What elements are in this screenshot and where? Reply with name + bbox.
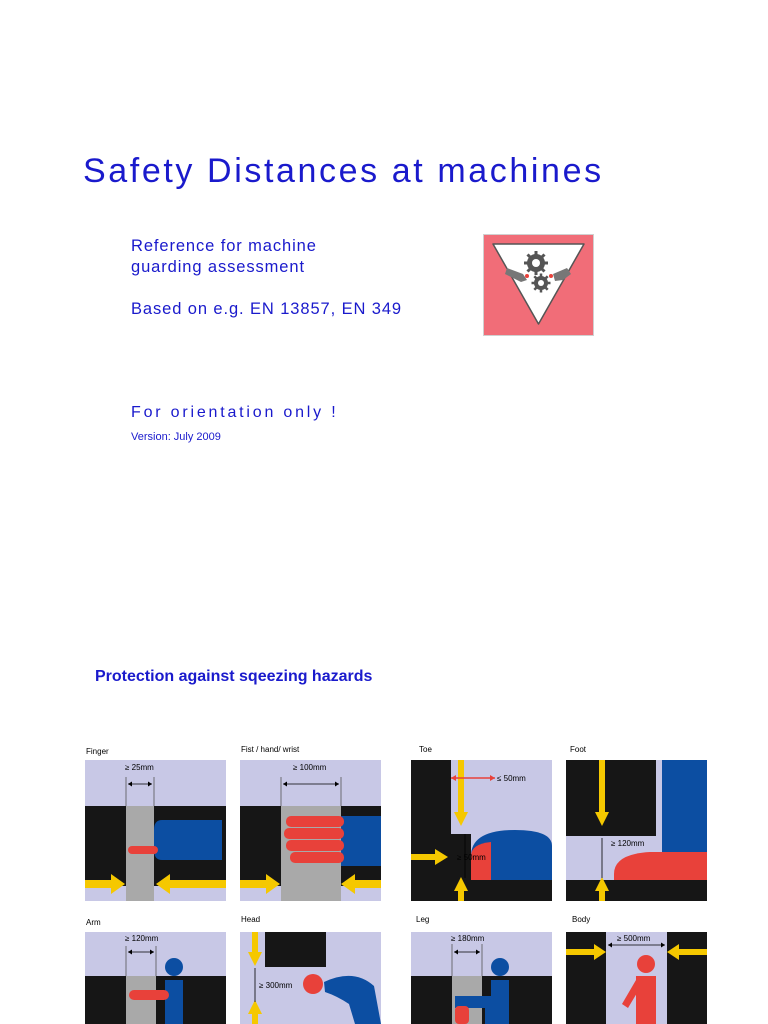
tile-hand bbox=[240, 760, 381, 901]
tile-label-foot: Foot bbox=[570, 745, 587, 754]
tile-toe bbox=[411, 760, 552, 901]
tile-distance-finger: ≥ 25mm bbox=[125, 763, 154, 772]
tile-label-finger: Finger bbox=[86, 747, 109, 756]
tile-distance-foot: ≥ 120mm bbox=[611, 839, 645, 848]
intro-line-1: Reference for machine bbox=[131, 237, 317, 255]
tile-finger bbox=[85, 760, 226, 901]
orientation-note: For orientation only ! bbox=[131, 404, 339, 421]
standards-reference: Based on e.g. EN 13857, EN 349 bbox=[131, 300, 403, 318]
tile-leg bbox=[411, 932, 552, 1024]
section-heading: Protection against sqeezing hazards bbox=[95, 668, 373, 685]
tile-arm bbox=[85, 932, 226, 1024]
tile-distance-body: ≥ 500mm bbox=[617, 934, 651, 943]
tile-distance-arm: ≥ 120mm bbox=[125, 934, 159, 943]
tile-distance-hand: ≥ 100mm bbox=[293, 763, 327, 772]
tile-label-body: Body bbox=[572, 915, 591, 924]
intro-line-2: guarding assessment bbox=[131, 258, 305, 276]
tile-label-hand: Fist / hand/ wrist bbox=[241, 745, 300, 754]
page-title: Safety Distances at machines bbox=[83, 152, 604, 190]
tile-distance-toe: ≥ 50mm bbox=[457, 853, 486, 862]
version-label: Version: July 2009 bbox=[131, 431, 221, 443]
tile-label-head: Head bbox=[241, 915, 261, 924]
tile-label-leg: Leg bbox=[416, 915, 430, 924]
tile-foot bbox=[566, 760, 707, 901]
tile-head bbox=[240, 932, 381, 1024]
tile-label-toe: Toe bbox=[419, 745, 432, 754]
tile-distance2-toe: ≤ 50mm bbox=[497, 774, 526, 783]
tile-body bbox=[566, 932, 707, 1024]
tile-distance-head: ≥ 300mm bbox=[259, 981, 293, 990]
tile-distance-leg: ≥ 180mm bbox=[451, 934, 485, 943]
crushing-hazard-warning-icon bbox=[483, 234, 594, 336]
tile-label-arm: Arm bbox=[86, 918, 101, 927]
